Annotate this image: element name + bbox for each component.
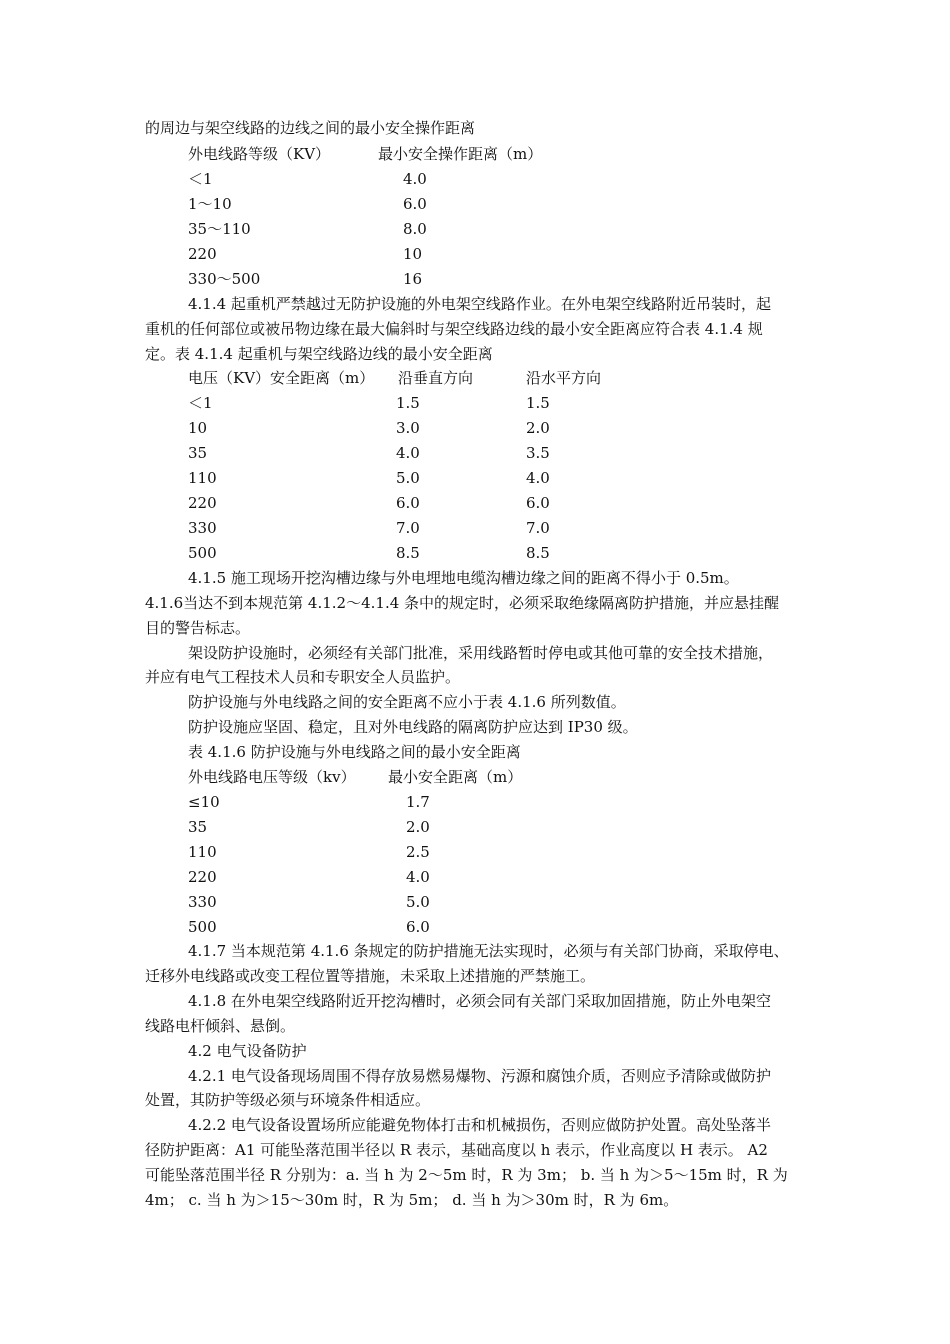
paragraph-line: 防护设施与外电线路之间的安全距离不应小于表 4.1.6 所列数值。 — [188, 693, 626, 711]
table-cell: 500 — [188, 544, 217, 562]
table-cell: 330～500 — [188, 270, 261, 288]
paragraph-line: 并应有电气工程技术人员和专职安全人员监护。 — [145, 668, 461, 686]
paragraph-line: 4.1.6当达不到本规范第 4.1.2～4.1.4 条中的规定时，必须采取绝缘隔离防护措施，并应悬挂醒 — [145, 594, 780, 612]
table-cell: 1.5 — [396, 394, 420, 412]
table-cell: 8.5 — [526, 544, 550, 562]
paragraph-line: 4.2.1 电气设备现场周围不得存放易燃易爆物、污源和腐蚀介质，否则应予清除或做防护 — [188, 1067, 771, 1085]
table-cell: 2.0 — [526, 419, 550, 437]
paragraph-line: 4.1.7 当本规范第 4.1.6 条规定的防护措施无法实现时，必须与有关部门协商，采取停电、 — [188, 942, 789, 960]
paragraph-line: 架设防护设施时，必须经有关部门批准，采用线路暂时停电或其他可靠的安全技术措施， — [188, 644, 774, 662]
table-cell: 16 — [403, 270, 423, 288]
table-cell: ＜1 — [188, 394, 213, 412]
paragraph-line: 线路电杆倾斜、悬倒。 — [145, 1017, 296, 1035]
paragraph-line: 可能坠落范围半径 R 分别为：a. 当 h 为 2～5m 时，R 为 3m； b. 当 h 为＞5～15m 时，R 为 — [145, 1166, 788, 1184]
table-header-cell: 沿垂直方向 — [398, 369, 474, 387]
table-cell: 35 — [188, 818, 208, 836]
table-cell: 8.5 — [396, 544, 420, 562]
section-heading: 4.2 电气设备防护 — [188, 1042, 307, 1060]
paragraph-line: 径防护距离：A1 可能坠落范围半径以 R 表示，基础高度以 h 表示，作业高度以 H 表示。 A2 — [145, 1141, 768, 1159]
table-cell: 8.0 — [403, 220, 427, 238]
paragraph-line: 4m； c. 当 h 为＞15～30m 时，R 为 5m； d. 当 h 为＞30m 时，R 为 6m。 — [145, 1191, 679, 1209]
table-header-cell: 电压（KV）安全距离（m） — [188, 369, 375, 387]
table-cell: 7.0 — [396, 519, 420, 537]
table-cell: 2.0 — [406, 818, 430, 836]
table-cell: 4.0 — [526, 469, 550, 487]
table-header-cell: 最小安全操作距离（m） — [378, 145, 543, 163]
table-cell: 5.0 — [396, 469, 420, 487]
table-cell: 220 — [188, 868, 217, 886]
paragraph-line: 4.1.4 起重机严禁越过无防护设施的外电架空线路作业。在外电架空线路附近吊装时，起 — [188, 295, 771, 313]
paragraph-line: 处置，其防护等级必须与环境条件相适应。 — [145, 1091, 431, 1109]
paragraph-line: 定。表 4.1.4 起重机与架空线路边线的最小安全距离 — [145, 345, 493, 363]
table-cell: 220 — [188, 245, 217, 263]
table-header-cell: 外电线路电压等级（kv） — [188, 768, 356, 786]
paragraph-line: 4.1.5 施工现场开挖沟槽边缘与外电埋地电缆沟槽边缘之间的距离不得小于 0.5m。 — [188, 569, 739, 587]
table-cell: 1.7 — [406, 793, 430, 811]
table-header-cell: 沿水平方向 — [526, 369, 602, 387]
table-cell: 1～10 — [188, 195, 232, 213]
paragraph-line: 4.2.2 电气设备设置场所应能避免物体打击和机械损伤，否则应做防护处置。高处坠落半 — [188, 1116, 771, 1134]
table-header-cell: 外电线路等级（KV） — [188, 145, 331, 163]
table-cell: 4.0 — [406, 868, 430, 886]
table-cell: 220 — [188, 494, 217, 512]
table-cell: 7.0 — [526, 519, 550, 537]
paragraph-line: 防护设施应坚固、稳定，且对外电线路的隔离防护应达到 IP30 级。 — [188, 718, 638, 736]
table-cell: 4.0 — [396, 444, 420, 462]
table-cell: 10 — [403, 245, 423, 263]
table-cell: 110 — [188, 843, 217, 861]
table-cell: 2.5 — [406, 843, 430, 861]
table-cell: 35～110 — [188, 220, 251, 238]
table-cell: 110 — [188, 469, 217, 487]
table-cell: 4.0 — [403, 170, 427, 188]
table-cell: 330 — [188, 893, 217, 911]
table-cell: 5.0 — [406, 893, 430, 911]
table-cell: ≤10 — [188, 793, 220, 811]
table-cell: 3.0 — [396, 419, 420, 437]
table-cell: 500 — [188, 918, 217, 936]
paragraph-line: 重机的任何部位或被吊物边缘在最大偏斜时与架空线路边线的最小安全距离应符合表 4.1.4 规 — [145, 320, 763, 338]
paragraph-line: 4.1.8 在外电架空线路附近开挖沟槽时，必须会同有关部门采取加固措施，防止外电架空 — [188, 992, 771, 1010]
table-cell: 1.5 — [526, 394, 550, 412]
paragraph-line: 迁移外电线路或改变工程位置等措施，未采取上述措施的严禁施工。 — [145, 967, 596, 985]
table-cell: 6.0 — [403, 195, 427, 213]
paragraph-line: 的周边与架空线路的边线之间的最小安全操作距离 — [145, 119, 476, 137]
paragraph-line: 表 4.1.6 防护设施与外电线路之间的最小安全距离 — [188, 743, 521, 761]
table-cell: 3.5 — [526, 444, 550, 462]
table-cell: ＜1 — [188, 170, 213, 188]
paragraph-line: 目的警告标志。 — [145, 619, 251, 637]
table-cell: 35 — [188, 444, 208, 462]
table-cell: 330 — [188, 519, 217, 537]
table-cell: 6.0 — [396, 494, 420, 512]
table-cell: 6.0 — [406, 918, 430, 936]
table-cell: 10 — [188, 419, 208, 437]
table-cell: 6.0 — [526, 494, 550, 512]
table-header-cell: 最小安全距离（m） — [388, 768, 523, 786]
